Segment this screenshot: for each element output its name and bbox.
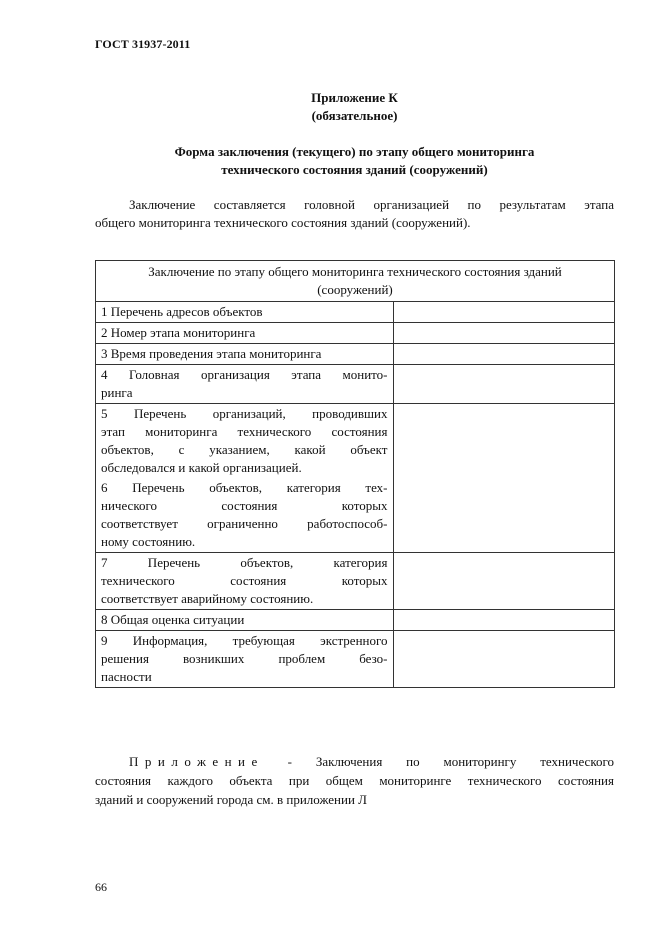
- row-label: [96, 610, 394, 631]
- appendix-title: Приложение К: [311, 90, 398, 105]
- form-title-line-2: технического состояния зданий (сооружений): [221, 162, 488, 177]
- table-row: [96, 610, 615, 631]
- table-row: [96, 404, 615, 479]
- row-label-line: обследовался и какой организацией.: [101, 460, 302, 475]
- appendix-heading: [95, 89, 614, 125]
- row-label: [96, 553, 394, 610]
- row-label-line: 6 Перечень объектов, категория тех-: [101, 480, 388, 495]
- row-label: [96, 302, 394, 323]
- row-label-line: технического состояния которых: [101, 573, 388, 588]
- note-line-2: состояния каждого объекта при общем мониторинге технического состояния: [95, 773, 614, 788]
- row-label-line: нического состояния которых: [101, 498, 388, 513]
- row-label-line: 8 Общая оценка ситуации: [101, 612, 245, 627]
- form-title: [95, 143, 614, 179]
- row-label-line: объектов, с указанием, какой объект: [101, 442, 388, 457]
- row-value-cell: [393, 323, 615, 344]
- row-label-line: ринга: [101, 385, 133, 400]
- row-label-line: пасности: [101, 669, 152, 684]
- row-value-cell: [393, 404, 615, 553]
- row-label-line: ному состоянию.: [101, 534, 196, 549]
- note-line-1: [95, 752, 614, 771]
- note-line-1-rest: - Заключения по мониторингу технического: [263, 754, 614, 769]
- table-row: [96, 323, 615, 344]
- row-value-cell: [393, 631, 615, 688]
- table-row: [96, 553, 615, 610]
- table-row: [96, 365, 615, 404]
- row-label-line: 9 Информация, требующая экстренного: [101, 633, 388, 648]
- row-label: [96, 478, 394, 553]
- table-header-line-1: Заключение по этапу общего мониторинга технического состояния зданий: [148, 264, 562, 279]
- intro-paragraph: [95, 196, 614, 232]
- row-label: [96, 631, 394, 688]
- note-paragraph: [95, 752, 614, 809]
- row-label: [96, 365, 394, 404]
- table-header-cell: [96, 261, 615, 302]
- document-code: ГОСТ 31937-2011: [95, 37, 191, 51]
- form-title-line-1: Форма заключения (текущего) по этапу общего мониторинга: [174, 144, 535, 159]
- row-label-line: 7 Перечень объектов, категория: [101, 555, 388, 570]
- conclusion-form-table: [95, 260, 615, 688]
- intro-line-1: Заключение составляется головной организацией по результатам этапа: [129, 197, 614, 212]
- row-value-cell: [393, 610, 615, 631]
- page-number: 66: [95, 880, 107, 894]
- table-row: [96, 631, 615, 688]
- row-label: [96, 323, 394, 344]
- row-label: [96, 404, 394, 479]
- appendix-status: (обязательное): [311, 108, 398, 123]
- note-line-3: зданий и сооружений города см. в приложении Л: [95, 792, 367, 807]
- row-label-line: 2 Номер этапа мониторинга: [101, 325, 256, 340]
- row-value-cell: [393, 365, 615, 404]
- row-value-cell: [393, 553, 615, 610]
- table-header-row: [96, 261, 615, 302]
- row-label-line: 4 Головная организация этапа монито-: [101, 367, 388, 382]
- row-value-cell: [393, 344, 615, 365]
- row-value-cell: [393, 302, 615, 323]
- row-label-line: решения возникших проблем безо-: [101, 651, 388, 666]
- row-label-line: этап мониторинга технического состояния: [101, 424, 388, 439]
- row-label-line: 5 Перечень организаций, проводивших: [101, 406, 388, 421]
- row-label: [96, 344, 394, 365]
- row-label-line: соответствует аварийному состоянию.: [101, 591, 314, 606]
- table-row: [96, 302, 615, 323]
- table-row: [96, 344, 615, 365]
- row-label-line: соответствует ограниченно работоспособ-: [101, 516, 388, 531]
- note-label: Приложение: [129, 754, 264, 769]
- intro-line-2: общего мониторинга технического состояния зданий (сооружений).: [95, 215, 471, 230]
- row-label-line: 1 Перечень адресов объектов: [101, 304, 263, 319]
- table-header-line-2: (сооружений): [317, 282, 393, 297]
- row-label-line: 3 Время проведения этапа мониторинга: [101, 346, 322, 361]
